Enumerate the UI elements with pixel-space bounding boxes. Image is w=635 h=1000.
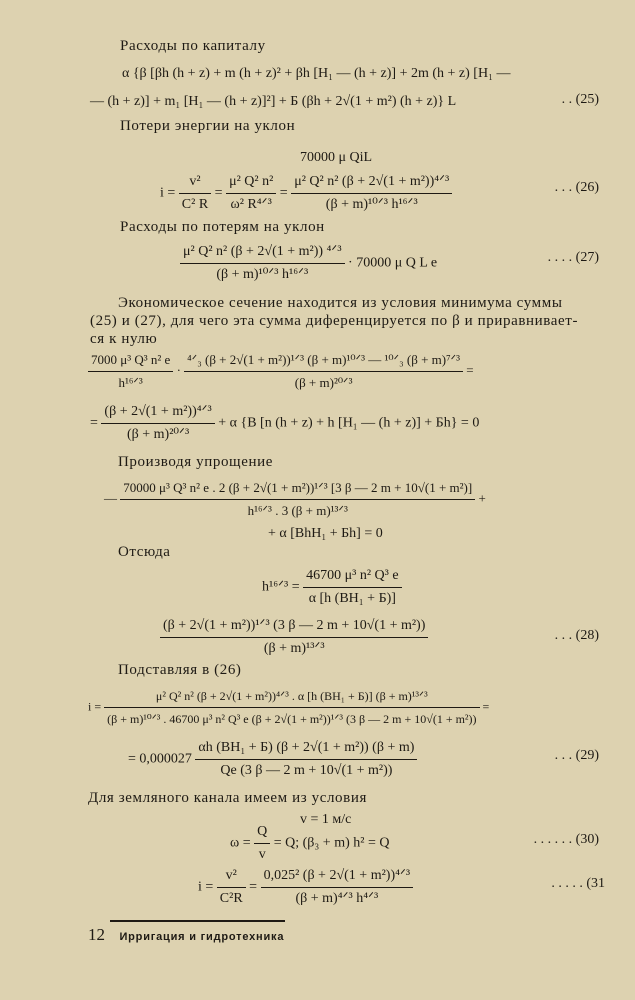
page-footer	[88, 925, 284, 945]
equation-derivative: $\frac{\text{7000 μ³ Q³ n² e}}{\text{h¹⁶ᐟ³}}$ · $\frac{\text{⁴ᐟ₃ (β + 2√(1 + m²))¹ᐟ³ (β + m)¹⁰ᐟ³ — ¹⁰ᐟ₃ (β + m)⁷ᐟ³}}{\text{(β + m)²⁰ᐟ³}}$ =	[88, 350, 474, 393]
fraction-beta-2sqrt: $\frac{\text{(β + 2√(1 + m²))⁴ᐟ³}}{\text{(β + m)²⁰ᐟ³}}$	[101, 402, 214, 445]
equation-26-lhs: i =	[160, 185, 176, 201]
equation-31: i = $\frac{\text{v²}}{\text{C²R}}$ = $\frac{\text{0,025² (β + 2√(1 + m²))⁴ᐟ³}}{\text{(β + m)⁴ᐟ³ h⁴ᐟ³}}$	[198, 866, 413, 909]
heading-capital: Расходы по капиталу	[120, 38, 266, 54]
heading-hence: Отсюда	[118, 544, 171, 560]
fraction-7000: $\frac{\text{7000 μ³ Q³ n² e}}{\text{h¹⁶ᐟ³}}$	[88, 350, 173, 393]
fraction-v2-c2r-31: $\frac{\text{v²}}{\text{C²R}}$	[217, 866, 246, 909]
equation-26-top: 70000 μ QiL	[300, 150, 373, 165]
equation-25-line1: α {β [βh (h + z) + m (h + z)² + βh [H₁ — (h + z)] + 2m (h + z) [H₁ —	[122, 66, 511, 81]
journal-title: Ирригация и гидротехника	[119, 931, 285, 943]
equation-29: = 0,000027 $\frac{\text{αh (BH₁ + Б) (β + 2√(1 + m²)) (β + m)}}{\text{Qe (3 β — 2 m + 10√(1 + m²))}}$	[128, 738, 417, 781]
equation-29-number: . . . (29)	[554, 748, 599, 763]
fraction-mu2q2n2: $\frac{\text{μ² Q² n²}}{\text{ω² R⁴ᐟ³}}$	[226, 172, 276, 215]
page-number: 12	[88, 925, 105, 944]
heading-simplify: Производя упрощение	[118, 454, 273, 470]
equation-28	[160, 616, 428, 659]
equation-i: i = μ² Q² n² (β + 2√(1 + m²))⁴ᐟ³ . α [h (BH₁ + Б)] (β + m)¹³ᐟ³ (β + m)¹⁰ᐟ³ . 46700 μ³ n² Q³ e (β + 2√(1 + m²))¹ᐟ³ (3 β — 2 m + 10√(1 + m²)) =	[88, 686, 489, 729]
equation-25-number: . . (25)	[561, 92, 599, 107]
equation-simplified: — 70000 μ³ Q³ n² e . 2 (β + 2√(1 + m²))¹ᐟ³ [3 β — 2 m + 10√(1 + m²)] h¹⁶ᐟ³ . 3 (β + m)¹³ᐟ³ +	[104, 478, 486, 521]
equation-30-number: . . . . . . (30)	[533, 832, 599, 847]
equation-31-number: . . . . . (31	[551, 876, 605, 891]
fraction-28: $\frac{\text{(β + 2√(1 + m²))¹ᐟ³ (3 β — 2 m + 10√(1 + m²))}}{\text{(β + m)¹³ᐟ³}}$	[160, 616, 428, 659]
equation-25-line2: — (h + z)] + m₁ [H₁ — (h + z)]²] + Б (βh + 2√(1 + m²) (h + z)} L	[90, 94, 457, 109]
equation-26: i = $\frac{\text{v²}}{\text{C² R}}$ = $\frac{\text{μ² Q² n²}}{\text{ω² R⁴ᐟ³}}$ = $\frac{\text{μ² Q² n² (β + 2√(1 + m²))⁴ᐟ³}}{\text{(β + m)¹⁰ᐟ³ h¹⁶ᐟ³}}$	[160, 172, 452, 215]
equation-27-number: . . . . (27)	[547, 250, 599, 265]
fraction-v2-c2r: $\frac{\text{v²}}{\text{C² R}}$	[179, 172, 211, 215]
equation-simplified-line2: + α [BhH₁ + Бh] = 0	[268, 526, 383, 541]
equation-27: $\frac{\text{μ² Q² n² (β + 2√(1 + m²)) ⁴ᐟ³}}{\text{(β + m)¹⁰ᐟ³ h¹⁶ᐟ³}}$ · 70000 μ Q L e	[180, 242, 437, 285]
equation-30: ω = $\frac{Q}{v}$ = Q; (β₃ + m) h² = Q	[230, 822, 389, 865]
equation-derivative-2: = $\frac{\text{(β + 2√(1 + m²))⁴ᐟ³}}{\text{(β + m)²⁰ᐟ³}}$ + α {B [n (h + z) + h [H₁ — (h + z)] + Бh} = 0	[90, 402, 479, 445]
equation-v: v = 1 м/с	[300, 812, 352, 827]
fraction-i: μ² Q² n² (β + 2√(1 + m²))⁴ᐟ³ . α [h (BH₁ + Б)] (β + m)¹³ᐟ³ (β + m)¹⁰ᐟ³ . 46700 μ³ n² Q³ e (β + 2√(1 + m²))¹ᐟ³ (3 β — 2 m + 10√(1 + m²))	[104, 686, 479, 729]
paragraph-economic-line3: ся к нулю	[90, 331, 158, 347]
fraction-h: $\frac{\text{46700 μ³ n² Q³ e}}{\text{α [h (BH₁ + Б)]}}$	[303, 566, 401, 609]
heading-losses: Потери энергии на уклон	[120, 118, 296, 134]
fraction-29: $\frac{\text{αh (BH₁ + Б) (β + 2√(1 + m²)) (β + m)}}{\text{Qe (3 β — 2 m + 10√(1 + m²))}}$	[195, 738, 417, 781]
fraction-31: $\frac{\text{0,025² (β + 2√(1 + m²))⁴ᐟ³}}{\text{(β + m)⁴ᐟ³ h⁴ᐟ³}}$	[261, 866, 414, 909]
heading-earth-canal: Для земляного канала имеем из условия	[88, 790, 367, 806]
heading-costs: Расходы по потерям на уклон	[120, 219, 325, 235]
paragraph-economic-line2: (25) и (27), для чего эта сумма диференцируется по β и приравнивает-	[90, 313, 579, 329]
footer-rule	[110, 920, 285, 922]
equation-h: h¹⁶ᐟ³ = $\frac{\text{46700 μ³ n² Q³ e}}{\text{α [h (BH₁ + Б)]}}$	[262, 566, 402, 609]
fraction-q-over-v: $\frac{Q}{v}$	[254, 822, 270, 865]
fraction-derivative: $\frac{\text{⁴ᐟ₃ (β + 2√(1 + m²))¹ᐟ³ (β + m)¹⁰ᐟ³ — ¹⁰ᐟ₃ (β + m)⁷ᐟ³}}{\text{(β + m)²⁰ᐟ³}}$	[184, 350, 463, 393]
equation-28-number: . . . (28)	[554, 628, 599, 643]
fraction-simplified: 70000 μ³ Q³ n² e . 2 (β + 2√(1 + m²))¹ᐟ³ [3 β — 2 m + 10√(1 + m²)] h¹⁶ᐟ³ . 3 (β + m)¹³ᐟ³	[120, 478, 475, 521]
heading-substitute: Подставляя в (26)	[118, 662, 242, 678]
paragraph-economic-line1: Экономическое сечение находится из условия минимума суммы	[118, 295, 563, 311]
fraction-loss-cost: $\frac{\text{μ² Q² n² (β + 2√(1 + m²)) ⁴ᐟ³}}{\text{(β + m)¹⁰ᐟ³ h¹⁶ᐟ³}}$	[180, 242, 345, 285]
equation-26-number: . . . (26)	[554, 180, 599, 195]
fraction-energy-loss: $\frac{\text{μ² Q² n² (β + 2√(1 + m²))⁴ᐟ³}}{\text{(β + m)¹⁰ᐟ³ h¹⁶ᐟ³}}$	[291, 172, 452, 215]
